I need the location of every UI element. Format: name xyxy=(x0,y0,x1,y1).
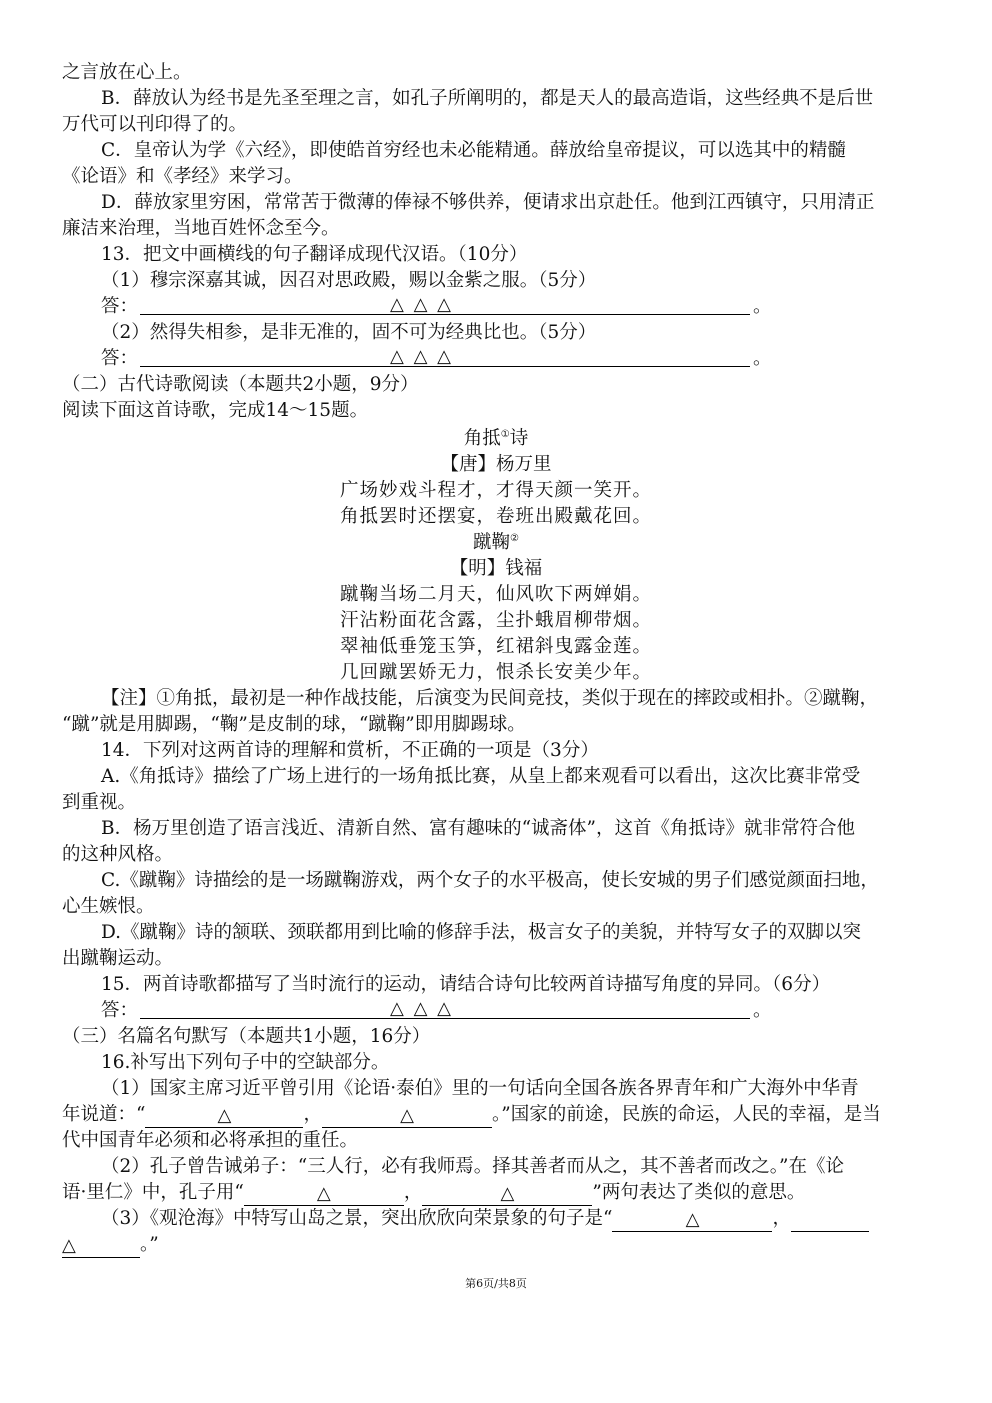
fill-line xyxy=(62,1102,881,1128)
fill-blank[interactable]: △ xyxy=(244,1183,404,1206)
fill-text: ， xyxy=(403,1182,423,1203)
poem-2-line: 汗沾粉面花含露，尘扑蛾眉柳带烟。 xyxy=(339,610,652,631)
question-16-part-2: （2）孔子曾告诫弟子：“三人行，必有我师焉。择其善者而从之，其不善者而改之。”在《论 xyxy=(101,1156,844,1177)
fill-text: ”两句表达了类似的意思。 xyxy=(592,1182,806,1203)
question-16-part-1: （1）国家主席习近平曾引用《论语·泰伯》里的一句话向全国各族各界青年和广大海外中华青 xyxy=(101,1078,859,1099)
poem-2-line: 几回蹴罢娇无力，恨杀长安美少年。 xyxy=(339,662,652,683)
fill-line xyxy=(62,1180,805,1206)
text-line: 廉洁来治理，当地百姓怀念至今。 xyxy=(62,218,340,239)
triangle-placeholder: △ △ △ xyxy=(390,998,453,1019)
section-heading: （二）古代诗歌阅读（本题共2小题，9分） xyxy=(62,374,419,395)
option-c-line: C．皇帝认为学《六经》，即使皓首穷经也未必能精通。薛放给皇帝提议，可以选其中的精髓 xyxy=(101,140,846,161)
triangle-placeholder: △ △ △ xyxy=(390,346,453,367)
question-15: 15．两首诗歌都描写了当时流行的运动，请结合诗句比较两首诗描写角度的异同。（6分） xyxy=(101,974,831,995)
poem-2-title xyxy=(0,530,992,556)
text-line: 之言放在心上。 xyxy=(62,62,192,83)
fill-line xyxy=(62,1232,159,1258)
fill-text: ， xyxy=(772,1208,791,1229)
text-line: 《论语》和《孝经》来学习。 xyxy=(62,166,303,187)
section-heading: （三）名篇名句默写（本题共1小题，16分） xyxy=(62,1026,431,1047)
triangle-placeholder: △ △ △ xyxy=(390,294,453,315)
poem-1-line: 广场妙戏斗程才，才得天颜一笑开。 xyxy=(339,480,652,501)
question-16-part-3: （3）《观沧海》中特写山岛之景，突出欣欣向荣景象的句子是“ xyxy=(101,1208,613,1229)
poem-1-title-suffix: 诗 xyxy=(509,428,529,449)
question-16: 16.补写出下列句子中的空缺部分。 xyxy=(101,1052,390,1073)
answer-end: 。 xyxy=(753,348,772,369)
fill-blank[interactable] xyxy=(791,1209,869,1232)
question-13-part-1: （1）穆宗深嘉其诚，因召对思政殿，赐以金紫之服。（5分） xyxy=(101,270,597,291)
question-14: 14．下列对这两首诗的理解和赏析，不正确的一项是（3分） xyxy=(101,740,599,761)
fill-blank[interactable]: △ xyxy=(422,1183,592,1206)
poem-2-author: 【明】钱福 xyxy=(449,558,543,579)
fill-text: 年说道：“ xyxy=(62,1104,146,1125)
option-d-line: D．薛放家里穷困，常常苦于微薄的俸禄不够供养，便请求出京赴任。他到江西镇守，只用清正 xyxy=(101,192,875,213)
poem-1-author: 【唐】杨万里 xyxy=(440,454,552,475)
text-line: 万代可以刊印得了的。 xyxy=(62,114,248,135)
answer-end: 。 xyxy=(753,296,772,317)
fill-text: 。” xyxy=(140,1234,159,1255)
text-line: 到重视。 xyxy=(62,792,137,813)
option-d-line: D.《蹴鞠》诗的颔联、颈联都用到比喻的修辞手法，极言女子的美貌，并特写女子的双脚以突 xyxy=(101,922,862,943)
answer-end: 。 xyxy=(753,1000,772,1021)
option-b-line: B．薛放认为经书是先圣至理之言，如孔子所阐明的，都是天人的最高造诣，这些经典不是后世 xyxy=(101,88,874,109)
poem-2-line: 蹴鞠当场二月天，仙风吹下两婵娟。 xyxy=(339,584,652,605)
page-footer: 第6页/共8页 xyxy=(465,1277,527,1290)
poem-2-line: 翠袖低垂笼玉笋，红裙斜曳露金莲。 xyxy=(339,636,652,657)
text-line: 出蹴鞠运动。 xyxy=(62,948,174,969)
instruction-line: 阅读下面这首诗歌，完成14～15题。 xyxy=(62,400,369,421)
fill-blank[interactable]: △ xyxy=(62,1235,140,1258)
question-13: 13．把文中画横线的句子翻译成现代汉语。（10分） xyxy=(101,244,528,265)
note-mark: ② xyxy=(510,532,519,544)
text-line: 的这种风格。 xyxy=(62,844,174,865)
note-mark: ① xyxy=(500,428,510,440)
poem-1-title xyxy=(0,426,992,452)
answer-label: 答： xyxy=(101,1000,139,1021)
fill-text: ， xyxy=(303,1104,322,1125)
poem-1-title-text: 角抵 xyxy=(463,428,501,449)
option-c-line: C.《蹴鞠》诗描绘的是一场蹴鞠游戏，两个女子的水平极高，使长安城的男子们感觉颜面扫地， xyxy=(101,870,879,891)
fill-blank[interactable]: △ xyxy=(145,1105,303,1128)
question-13-part-2: （2）然得失相参，是非无准的，固不可为经典比也。（5分） xyxy=(101,322,597,343)
poem-2-title-text: 蹴鞠 xyxy=(473,532,511,553)
notes-line: 【注】①角抵，最初是一种作战技能，后演变为民间竞技，类似于现在的摔跤或相扑。②蹴鞠， xyxy=(101,688,879,709)
poem-1-line: 角抵罢时还摆宴，卷班出殿戴花回。 xyxy=(339,506,652,527)
option-b-line: B．杨万里创造了语言浅近、清新自然、富有趣味的“诚斋体”，这首《角抵诗》就非常符合他 xyxy=(101,818,856,839)
text-line: 心生嫉恨。 xyxy=(62,896,155,917)
answer-label: 答： xyxy=(101,296,139,317)
fill-text: 。”国家的前途，民族的命运，人民的幸福，是当 xyxy=(491,1104,881,1125)
fill-line xyxy=(101,1206,869,1232)
fill-blank[interactable]: △ xyxy=(612,1209,772,1232)
answer-label: 答： xyxy=(101,348,139,369)
notes-line: “蹴”就是用脚踢，“鞠”是皮制的球，“蹴鞠”即用脚踢球。 xyxy=(62,714,526,735)
fill-blank[interactable]: △ xyxy=(322,1105,492,1128)
fill-text: 语·里仁》中，孔子用“ xyxy=(62,1182,244,1203)
option-a-line: A.《角抵诗》描绘了广场上进行的一场角抵比赛，从皇上都来观看可以看出，这次比赛非常受 xyxy=(101,766,861,787)
text-line: 代中国青年必须和必将承担的重任。 xyxy=(62,1130,359,1151)
